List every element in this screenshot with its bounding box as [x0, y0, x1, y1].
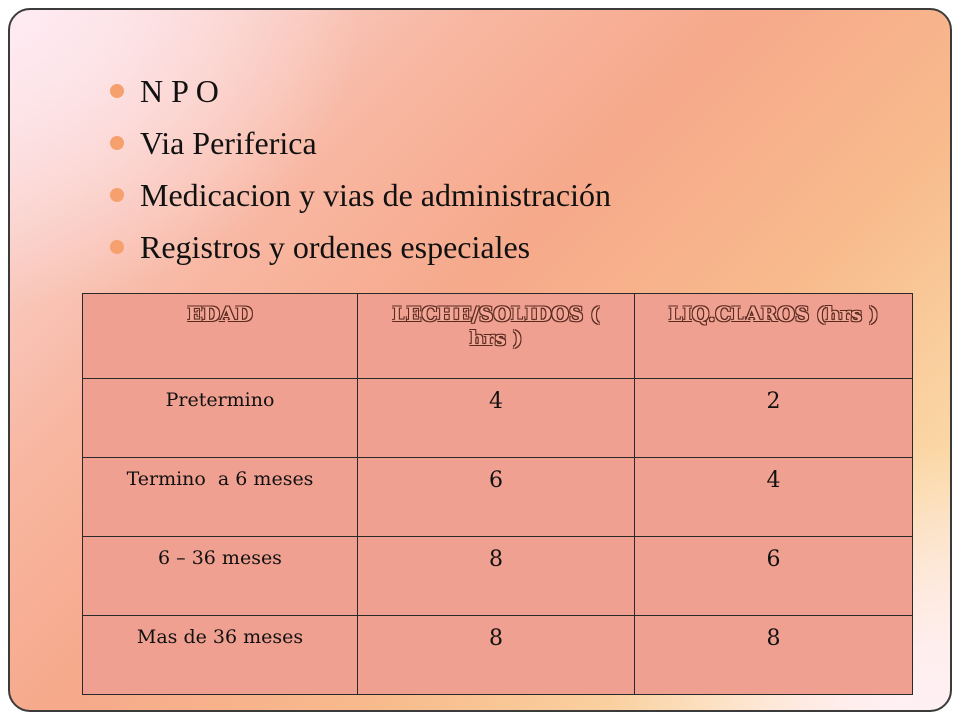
table-cell [358, 537, 635, 616]
bullet-text: Via Periferica [140, 125, 317, 161]
table-cell [358, 379, 635, 458]
bullet-text: Medicacion y vias de administración [140, 177, 611, 213]
table-cell [83, 379, 358, 458]
fasting-table [82, 293, 913, 695]
header-cell-liq [635, 294, 913, 379]
table-cell [635, 379, 913, 458]
table-row [83, 537, 913, 616]
header-leche-solidos: LECHE/SOLIDOS ( hrs ) [392, 302, 600, 350]
liq-value: 2 [766, 389, 781, 414]
bullet-item [110, 118, 611, 170]
header-cell-edad [83, 294, 358, 379]
table-cell [635, 537, 913, 616]
bullet-dot-icon [110, 188, 124, 202]
bullet-list [110, 66, 611, 274]
table-cell [83, 458, 358, 537]
table-row [83, 458, 913, 537]
table-cell [358, 458, 635, 537]
header-cell-leche [358, 294, 635, 379]
header-edad: EDAD [187, 302, 253, 326]
edad-value: Mas de 36 meses [136, 626, 304, 648]
leche-value: 8 [489, 626, 503, 651]
table-cell [635, 458, 913, 537]
edad-value: Termino a 6 meses [126, 468, 314, 490]
bullet-dot-icon [110, 136, 124, 150]
bullet-item [110, 222, 611, 274]
bullet-item [110, 170, 611, 222]
bullet-item [110, 66, 611, 118]
table-cell [358, 616, 635, 695]
liq-value: 8 [766, 626, 781, 651]
bullet-text: Registros y ordenes especiales [140, 229, 531, 265]
table-row [83, 616, 913, 695]
edad-value: 6 – 36 meses [158, 547, 282, 569]
table-header-row [83, 294, 913, 379]
table-cell [635, 616, 913, 695]
leche-value: 8 [489, 547, 503, 572]
table-cell [83, 537, 358, 616]
table-row [83, 379, 913, 458]
leche-value: 6 [489, 468, 503, 493]
slide [8, 8, 952, 712]
header-liq-claros: LIQ.CLAROS (hrs ) [668, 302, 879, 326]
bullet-dot-icon [110, 240, 124, 254]
liq-value: 6 [766, 547, 781, 572]
table-cell [83, 616, 358, 695]
liq-value: 4 [766, 468, 781, 493]
bullet-text: N P O [140, 73, 219, 109]
leche-value: 4 [489, 389, 503, 414]
bullet-dot-icon [110, 84, 124, 98]
edad-value: Pretermino [165, 389, 275, 411]
